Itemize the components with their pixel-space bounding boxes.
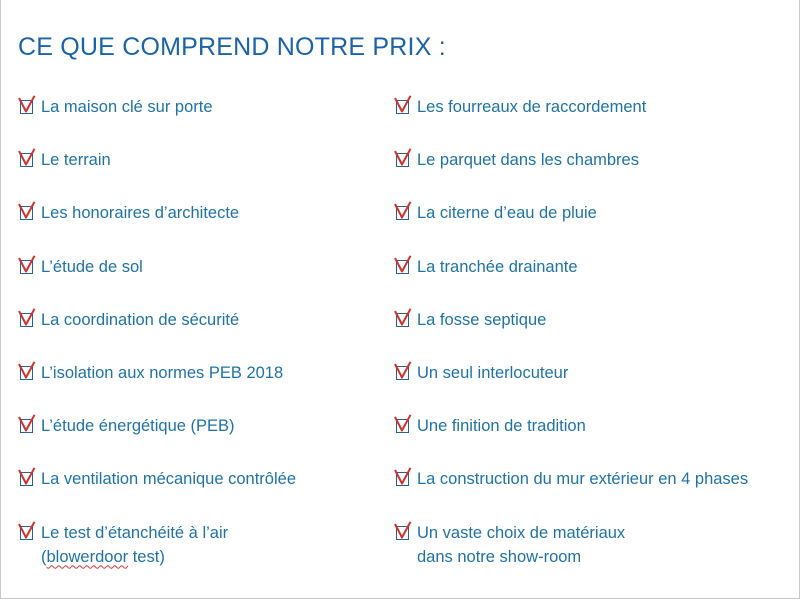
list-item-label: L’isolation aux normes PEB 2018 [41,363,284,382]
checkbox-check-icon [17,255,36,276]
checkbox-check-icon [17,414,36,435]
list-item-label: La tranchée drainante [417,257,578,276]
checkbox-check-icon [17,308,36,329]
checkbox-check-icon [17,361,36,382]
list-item [17,412,387,465]
list-item-label: Les honoraires d’architecte [41,204,240,223]
list-item-label: Un seul interlocuteur [417,363,569,382]
list-item [17,519,387,572]
list-item [393,519,793,572]
list-item [393,412,793,465]
checkbox-check-icon [393,95,412,116]
list-item [17,146,387,199]
list-item-label: La construction du mur extérieur en 4 phases [417,470,749,489]
list-item-label-line2-open: ( [41,547,47,566]
list-item-label: Les fourreaux de raccordement [417,98,647,116]
checkbox-check-icon [393,255,412,276]
list-item-label: La citerne d’eau de pluie [417,204,597,223]
list-item [393,146,793,199]
checkbox-check-icon [393,201,412,222]
list-item [17,199,387,252]
list-item-label: Le parquet dans les chambres [417,151,639,170]
list-item [393,465,793,518]
list-item-label [417,519,793,569]
list-item-label: La fosse septique [417,310,547,329]
list-item [393,253,793,306]
list-item [393,93,793,146]
list-item [393,306,793,359]
spellcheck-word: blowerdoor [46,547,129,566]
list-item-label: L’étude de sol [41,257,143,276]
list-item [17,93,387,146]
list-item-label: Le terrain [41,151,111,170]
list-item-label-line2: dans notre show-room [417,547,582,566]
list-item-label [41,519,387,569]
list-item-label-line2-close: test) [128,547,165,566]
list-item-label-line1: Un vaste choix de matériaux [417,523,626,542]
list-item [17,253,387,306]
list-item-label: La ventilation mécanique contrôlée [41,470,297,489]
list-item [17,465,387,518]
list-item [17,306,387,359]
checkbox-check-icon [17,201,36,222]
checkbox-check-icon [17,521,36,542]
page-title: CE QUE COMPREND NOTRE PRIX : [18,33,446,61]
checkbox-check-icon [17,467,36,488]
checkbox-check-icon [393,148,412,169]
left-list [17,93,387,572]
list-item [393,199,793,252]
checkbox-check-icon [393,521,412,542]
right-list [393,93,793,572]
list-item-label: L’étude énergétique (PEB) [41,417,235,436]
list-item-label-line1: Le test d’étanchéité à l’air [41,523,229,542]
list-item-label: La maison clé sur porte [41,98,213,116]
checkbox-check-icon [17,95,36,116]
list-item [393,359,793,412]
list-item-label: Une finition de tradition [417,417,586,436]
checkbox-check-icon [393,308,412,329]
list-item [17,359,387,412]
checkbox-check-icon [393,467,412,488]
checkbox-check-icon [393,414,412,435]
list-item-label: La coordination de sécurité [41,310,240,329]
checkbox-check-icon [17,148,36,169]
checkbox-check-icon [393,361,412,382]
